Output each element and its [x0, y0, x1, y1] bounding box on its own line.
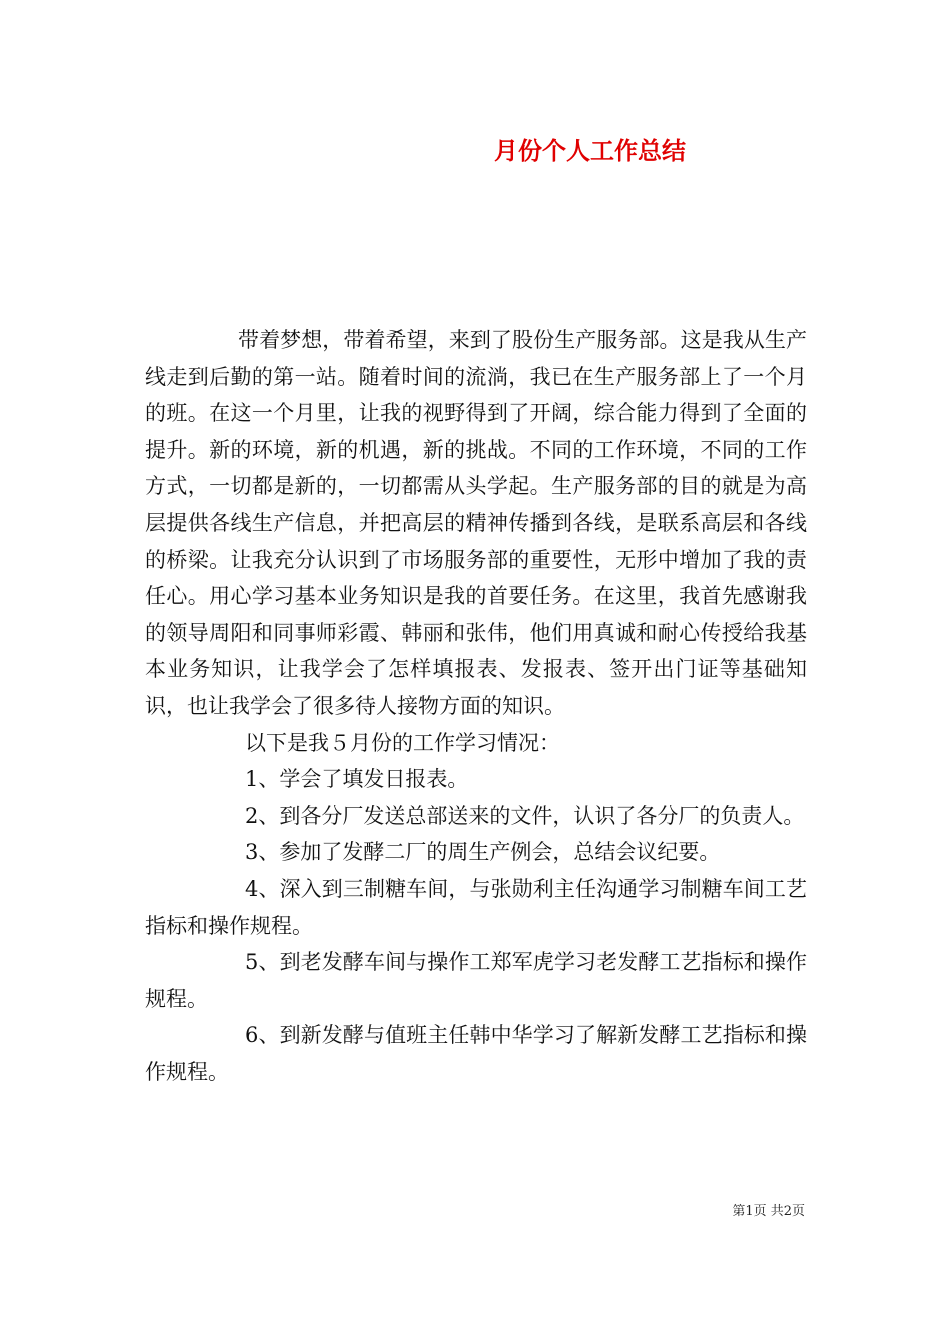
document-title: 月份个人工作总结 [494, 137, 686, 165]
list-item: 5、到老发酵车间与操作工郑军虎学习老发酵工艺指标和操作规程。 [145, 950, 807, 1011]
document-body [145, 322, 807, 1090]
list-item: 2、到各分厂发送总部送来的文件，认识了各分厂的负责人。 [245, 803, 805, 828]
list-intro: 以下是我５月份的工作学习情况： [245, 730, 560, 755]
list-item: 3、参加了发酵二厂的周生产例会，总结会议纪要。 [245, 840, 721, 865]
list-item: 4、深入到三制糖车间，与张勋利主任沟通学习制糖车间工艺指标和操作规程。 [145, 876, 807, 938]
list-item: 6、到新发酵与值班主任韩中华学习了解新发酵工艺指标和操作规程。 [145, 1023, 807, 1084]
list-item: 1、学会了填发日报表。 [245, 767, 469, 792]
intro-paragraph: 带着梦想，带着希望，来到了股份生产服务部。这是我从生产线走到后勤的第一站。随着时间的流淌，我已在生产服务部上了一个月的班。在这一个月里，让我的视野得到了开阔，综合能力得到了全面的提升。新的环境，新的机遇，新的挑战。不同的工作环境，不同的工作方式，一切都是新的，一切都需从头学起。生产服务部的目的就是为高层提供各线生产信息，并把高层的精神传播到各线，是联系高层和各线的桥梁。让我充分认识到了市场服务部的重要性，无形中增加了我的责任心。用心学习基本业务知识是我的首要任务。在这里，我首先感谢我的领导周阳和同事师彩霞、韩丽和张伟，他们用真诚和耐心传授给我基本业务知识，让我学会了怎样填报表、发报表、签开出门证等基础知识，也让我学会了很多待人接物方面的知识。 [145, 328, 807, 718]
page-number: 第1页 共2页 [732, 1204, 805, 1219]
